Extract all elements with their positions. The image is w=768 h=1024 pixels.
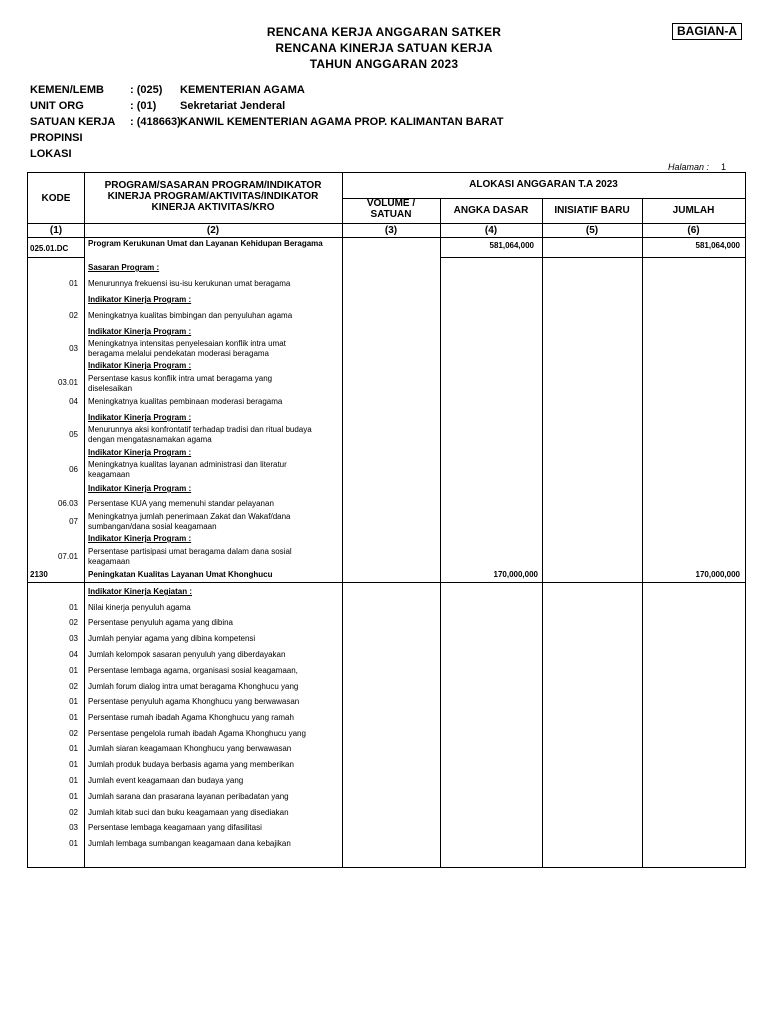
meta-label: UNIT ORG	[30, 100, 84, 112]
meta-code: : (025)	[130, 84, 163, 96]
col-divider	[642, 198, 643, 867]
activity-item-text: Jumlah produk budaya berbasis agama yang memberikan	[88, 760, 294, 769]
col-divider	[84, 173, 85, 867]
activity-item-code: 01	[69, 792, 78, 801]
section-badge: BAGIAN-A	[672, 23, 742, 40]
budget-table	[27, 172, 746, 868]
col-number-1: (1)	[49, 225, 63, 236]
activity-item-text: Persentase lembaga keagamaan yang difasilitasi	[88, 823, 262, 832]
col-number-4: (4)	[484, 225, 498, 236]
activity-item-code: 01	[69, 666, 78, 675]
meta-label: KEMEN/LEMB	[30, 84, 104, 96]
col-number-6: (6)	[687, 225, 700, 236]
page-number: 1	[721, 162, 727, 172]
meta-code: : (418663)	[130, 116, 181, 128]
col-divider	[440, 198, 441, 867]
activity-item-text: Jumlah siaran keagamaan Khonghucu yang berwawasan	[88, 744, 292, 753]
activity-item-code: 01	[69, 760, 78, 769]
item-text: Meningkatnya jumlah penerimaan Zakat dan Wakaf/dana sumbangan/dana sosial keagamaan	[88, 512, 291, 531]
page-label: Halaman :	[668, 162, 710, 172]
item-text: Persentase kasus konflik intra umat beragama yang diselesaikan	[88, 374, 273, 393]
item-code: 01	[69, 279, 78, 288]
item-heading: Indikator Kinerja Program :	[88, 448, 192, 457]
row-divider	[28, 237, 745, 238]
item-code: 02	[69, 311, 78, 320]
header-program: PROGRAM/SASARAN PROGRAM/INDIKATOR KINERJA PROGRAM/AKTIVITAS/INDIKATOR KINERJA AKTIVITAS/KRO	[104, 180, 322, 213]
activity-item-code: 01	[69, 839, 78, 848]
title-line-3: TAHUN ANGGARAN 2023	[309, 57, 459, 71]
row-divider	[440, 257, 745, 258]
meta-value: KANWIL KEMENTERIAN AGAMA PROP. KALIMANTAN BARAT	[180, 116, 504, 128]
item-heading: Indikator Kinerja Program :	[88, 484, 192, 493]
activity-item-code: 01	[69, 713, 78, 722]
item-heading: Sasaran Program :	[88, 263, 160, 272]
col-number-5: (5)	[585, 225, 599, 236]
program-title: Program Kerukunan Umat dan Layanan Kehidupan Beragama	[88, 239, 323, 248]
activity-item-code: 03	[69, 634, 78, 643]
activity-item-code: 01	[69, 603, 78, 612]
item-code: 06.03	[57, 499, 78, 508]
activity-item-text: Persentase rumah ibadah Agama Khonghucu yang ramah	[88, 713, 294, 722]
meta-code: : (01)	[130, 100, 157, 112]
item-heading: Indikator Kinerja Program :	[88, 361, 192, 370]
document-title	[0, 24, 768, 72]
meta-value: KEMENTERIAN AGAMA	[180, 84, 305, 96]
col-number-3: (3)	[384, 225, 398, 236]
activity-code: 2130	[30, 570, 48, 579]
activity-item-code: 04	[69, 650, 78, 659]
item-heading: Indikator Kinerja Program :	[88, 295, 192, 304]
activity-item-text: Jumlah forum dialog intra umat beragama Khonghucu yang	[88, 682, 299, 691]
program-jumlah: 581,064,000	[695, 241, 740, 250]
activity-item-code: 01	[69, 744, 78, 753]
item-text: Persentase KUA yang memenuhi standar pelayanan	[88, 499, 274, 508]
header-kode: KODE	[41, 193, 71, 204]
item-code: 06	[69, 465, 78, 474]
activity-item-text: Jumlah lembaga sumbangan keagamaan dana kebajikan	[88, 839, 291, 848]
item-text: Persentase partisipasi umat beragama dalam dana sosial keagamaan	[88, 547, 292, 566]
activity-item-text: Persentase penyuluh agama Khonghucu yang berwawasan	[88, 697, 300, 706]
item-text: Meningkatnya kualitas layanan administrasi dan literatur keagamaan	[88, 460, 287, 479]
header-volume: VOLUME / SATUAN	[366, 198, 416, 220]
activity-item-text: Jumlah sarana dan prasarana layanan peribadatan yang	[88, 792, 289, 801]
activity-item-code: 01	[69, 776, 78, 785]
item-text: Meningkatnya kualitas pembinaan moderasi beragama	[88, 397, 283, 406]
item-heading: Indikator Kinerja Program :	[88, 534, 192, 543]
activity-jumlah: 170,000,000	[695, 570, 740, 579]
meta-label: SATUAN KERJA	[30, 116, 116, 128]
header-inisiatif: INISIATIF BARU	[554, 205, 630, 216]
activity-item-text: Nilai kinerja penyuluh agama	[88, 603, 191, 612]
item-heading: Indikator Kinerja Program :	[88, 413, 192, 422]
activity-item-text: Persentase penyuluh agama yang dibina	[88, 618, 233, 627]
title-line-1: RENCANA KERJA ANGGARAN SATKER	[266, 25, 502, 39]
meta-label: LOKASI	[30, 148, 72, 160]
col-number-2: (2)	[206, 225, 220, 236]
title-line-2: RENCANA KINERJA SATUAN KERJA	[275, 41, 493, 55]
item-code: 07.01	[57, 552, 78, 561]
row-divider	[28, 223, 745, 224]
item-text: Menurunnya aksi konfrontatif terhadap tradisi dan ritual budaya dengan mengatasnamakan agama	[88, 425, 312, 444]
program-angka-dasar: 581,064,000	[489, 241, 534, 250]
item-text: Menurunnya frekuensi isu-isu kerukunan umat beragama	[88, 279, 291, 288]
row-divider	[28, 582, 745, 583]
col-divider	[342, 173, 343, 867]
activity-item-code: 01	[69, 697, 78, 706]
activity-item-text: Jumlah kelompok sasaran penyuluh yang diberdayakan	[88, 650, 286, 659]
activity-item-text: Persentase lembaga agama, organisasi sosial keagamaan,	[88, 666, 298, 675]
header-alokasi: ALOKASI ANGGARAN T.A 2023	[469, 179, 618, 190]
meta-value: Sekretariat Jenderal	[180, 100, 286, 112]
item-code: 03	[69, 344, 78, 353]
item-code: 07	[69, 517, 78, 526]
item-code: 05	[69, 430, 78, 439]
item-text: Meningkatnya kualitas bimbingan dan penyuluhan agama	[88, 311, 293, 320]
item-code: 04	[69, 397, 78, 406]
program-code: 025.01.DC	[30, 244, 69, 253]
activity-item-code: 03	[69, 823, 78, 832]
activity-item-text: Jumlah event keagamaan dan budaya yang	[88, 776, 244, 785]
item-heading: Indikator Kinerja Program :	[88, 327, 192, 336]
activity-item-text: Jumlah penyiar agama yang dibina kompetensi	[88, 634, 256, 643]
meta-label: PROPINSI	[30, 132, 83, 144]
header-angka-dasar: ANGKA DASAR	[453, 205, 529, 216]
activity-item-code: 02	[69, 682, 78, 691]
item-text: Meningkatnya intensitas penyelesaian konflik intra umat beragama melalui pendekatan moderasi beragama	[88, 339, 286, 358]
activity-item-code: 02	[69, 618, 78, 627]
activity-item-code: 02	[69, 808, 78, 817]
row-divider	[28, 257, 84, 258]
activity-item-text: Jumlah kitab suci dan buku keagamaan yang disediakan	[88, 808, 289, 817]
activity-item-code: 02	[69, 729, 78, 738]
col-divider	[542, 198, 543, 867]
activity-title: Peningkatan Kualitas Layanan Umat Khonghucu	[88, 570, 273, 579]
activity-item-text: Persentase pengelola rumah ibadah Agama Khonghucu yang	[88, 729, 306, 738]
activity-heading: Indikator Kinerja Kegiatan :	[88, 587, 193, 596]
header-jumlah: JUMLAH	[672, 205, 715, 216]
item-code: 03.01	[57, 378, 78, 387]
activity-angka-dasar: 170,000,000	[493, 570, 538, 579]
